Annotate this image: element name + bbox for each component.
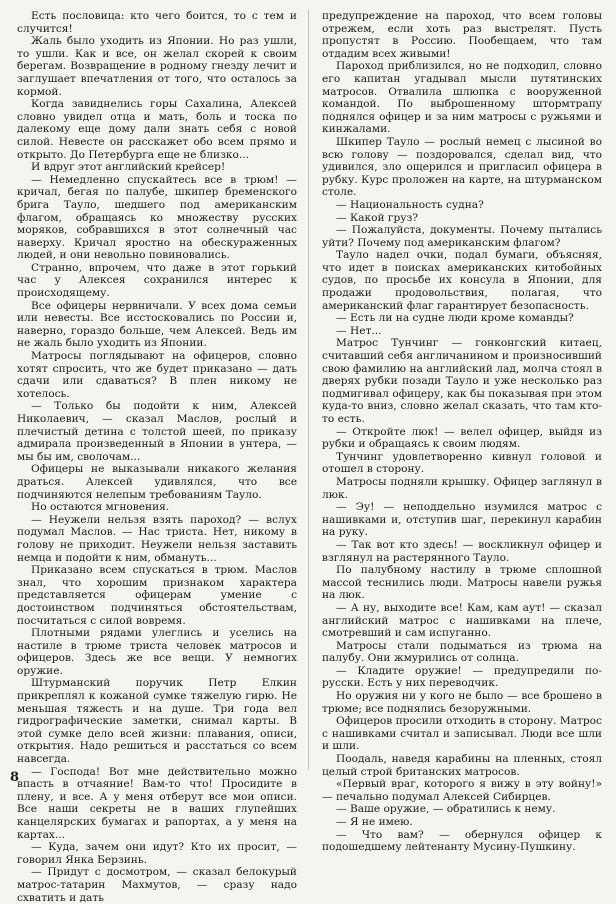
paragraph: — Немедленно спускайтесь все в трюм! — кричал, бегая по палубе, шкипер бременского брига Тауло, шедшего под американским флагом, обращаясь ко множеству русских моряков, собравшихся в этот солнечный час наверху. Кричал яростно на обескураженных людей, и они невольно повиновались. — [17, 173, 297, 262]
paragraph: — Куда, зачем они идут? Кто их просит, — говорил Янка Берзинь. — [17, 841, 297, 866]
paragraph: Тауло надел очки, подал бумаги, объясняя, что идет в поисках американских китобойных судов, по просьбе их консула в Японии, для продажи продовольствия, полагая, что американский флаг гарантирует безопасность. — [322, 249, 602, 312]
paragraph: Тунчинг удовлетворенно кивнул головой и отошел в сторону. — [322, 450, 602, 476]
paragraph: предупреждение на пароход, что всем головы отрежем, если хоть раз выстрелят. Пусть пропустят в Россию. Пообещаем, что там отдадим всех живыми! — [322, 10, 602, 60]
paragraph: — Придут с досмотром, — сказал белокурый матрос-татарин Махмутов, — сразу надо схватить и дать — [17, 866, 297, 904]
paragraph: Плотными рядами улеглись и уселись на настиле в трюме триста человек матросов и офицеров. Здесь же все вещи. У немногих оружие. — [17, 627, 297, 677]
paragraph: — Ваше оружие, — обратились к нему. — [336, 803, 556, 816]
paragraph: Приказано всем спускаться в трюм. Маслов знал, что хорошим признаком характера представляется офицерам умение с достоинством подчиняться обстоятельствам, посчитаться с силой вовремя. — [17, 564, 297, 627]
paragraph: Матросы подняли крышку. Офицер заглянул в люк. — [322, 475, 602, 501]
paragraph: — Откройте люк! — велел офицер, выйдя из рубки и обращаясь к своим людям. — [322, 425, 602, 451]
paragraph: Офицеров просили отходить в сторону. Матрос с нашивками считал и записывал. Люди все шли и шли. — [322, 715, 602, 753]
paragraph: Матросы поглядывают на офицеров, словно хотят спросить, что же будет приказано — дать сдачи или сдаваться? В плен никому не хотелось. — [17, 350, 297, 400]
paragraph: Но оружия ни у кого не было — все брошено в трюме; все поднялись безоружными. — [322, 690, 602, 715]
paragraph: — Нет... — [336, 324, 382, 337]
paragraph: — А ну, выходите все! Кам, кам аут! — сказал английский матрос с нашивками на плече, смотревший и сам испуганно. — [322, 601, 602, 640]
paragraph: — Какой груз? — [336, 211, 418, 224]
paragraph: Странно, впрочем, что даже в этот горький час у Алексея сохранился интерес к происходящему. — [17, 261, 297, 300]
paragraph: «Первый враг, которого я вижу в эту войну!» — печально подумал Алексей Сибирцев. — [322, 778, 602, 803]
paragraph: Когда завиднелись горы Сахалина, Алексей словно увидел отца и мать, боль и тоска по далекому еще дому дали знать себя с новой силой. Невесте он расскажет обо всем прямо и открыто. До Петербурга еще не близко... — [17, 98, 297, 161]
column-divider — [308, 10, 309, 770]
paragraph: — Кладите оружие! — предупредили по-русски. Есть у них переводчик. — [322, 664, 602, 690]
left-column — [17, 10, 297, 904]
paragraph: Офицеры не выказывали никакого желания драться. Алексей удивлялся, что все подчиняются нелепым требованиям Тауло. — [17, 463, 297, 501]
paragraph: — Так вот кто здесь! — воскликнул офицер и взглянул на растерянного Тауло. — [322, 538, 602, 564]
paragraph: По палубному настилу в трюме сплошной массой теснились люди. Матросы навели ружья на люк. — [322, 564, 602, 602]
page-number: 8 — [10, 770, 20, 785]
paragraph: — Только бы подойти к ним, Алексей Николаевич, — сказал Маслов, рослый и плечистый детина с толстой шеей, по приказу адмирала произведенный в Японии в унтера, — мы бы им, сволочам... — [17, 400, 297, 463]
paragraph: Шкипер Тауло — рослый немец с лысиной во всю голову — поздоровался, сделал вид, что удивился, зло ощерился и пригласил офицера в рубку. Курс проложен на карте, на штурманском столе. — [322, 135, 602, 199]
paragraph: Все офицеры нервничали. У всех дома семьи или невесты. Все исстосковались по России и, наверно, гораздо больше, чем Алексей. Ведь им не жаль было уходить из Японии. — [17, 299, 297, 350]
paragraph: И вдруг этот английский крейсер! — [31, 161, 226, 174]
paragraph: — Я не имею. — [336, 816, 413, 828]
paragraph: Матросы стали подыматься из трюма на палубу. Они жмурились от солнца. — [322, 639, 602, 665]
right-column — [322, 10, 602, 854]
paragraph: — Эу! — неподдельно изумился матрос с нашивками и, отступив шаг, перекинул карабин на руку. — [322, 501, 602, 539]
paragraph: — Неужели нельзя взять пароход? — вслух подумал Маслов. — Нас триста. Нет, никому в голову не приходит. Неужели нельзя заставить немца и подойти к ним, обмануть... — [17, 513, 297, 564]
paragraph: Но остаются мгновения. — [31, 501, 170, 514]
paragraph: — Пожалуйста, документы. Почему пытались уйти? Почему под американским флагом? — [322, 224, 602, 249]
paragraph: — Есть ли на судне люди кроме команды? — [336, 312, 574, 325]
paragraph: Поодаль, наведя карабины на пленных, стоял целый строй британских матросов. — [322, 753, 602, 778]
paragraph: Жаль было уходить из Японии. Но раз ушли, то ушли. Как и все, он желал скорей к своим берегам. Возвращение в родному гнезду лечит и заглушает впечатления от того, что осталось за кормой. — [17, 35, 297, 98]
paragraph: Матрос Тунчинг — гонконгский китаец, считавший себя англичанином и произносивший свою фамилию на английский лад, молча стоял в дверях рубки позади Тауло и уже несколько раз подмигивал офицеру, как бы показывая при этом куда-то вниз, словно желал сказать, что там кто-то есть. — [322, 337, 602, 425]
paragraph: — Господа! Вот мне действительно можно впасть в отчаяние! Вам-то что! Просидите в плену, и все. А у меня отберут все мои описи. Все наши секреты не в ваших глупейших канцелярских бумагах и рапортах, а у меня на картах... — [17, 765, 297, 841]
paragraph: — Национальность судна? — [336, 198, 484, 211]
paragraph: — Что вам? — обернулся офицер к подошедшему лейтенанту Мусину-Пушкину. — [322, 828, 602, 854]
paragraph: Штурманский поручик Петр Елкин прикреплял к кожаной сумке тяжелую гирю. Не меньшая тяжесть и на душе. Три года вел гидрографические заметки, снимал карты. В этой сумке дело всей жизни: плавания, описи, открытия. Надо решиться и расстаться со всем навсегда. — [17, 677, 297, 766]
paragraph: Есть пословица: кто чего боится, то с тем и случится! — [17, 10, 297, 35]
paragraph: Пароход приблизился, но не подходил, словно его капитан угадывал мысли путятинских матросов. Отвалила шлюпка с вооруженной командой. По выброшенному штормтрапу поднялся офицер и за ним матросы с ружьями и кинжалами. — [322, 60, 602, 136]
